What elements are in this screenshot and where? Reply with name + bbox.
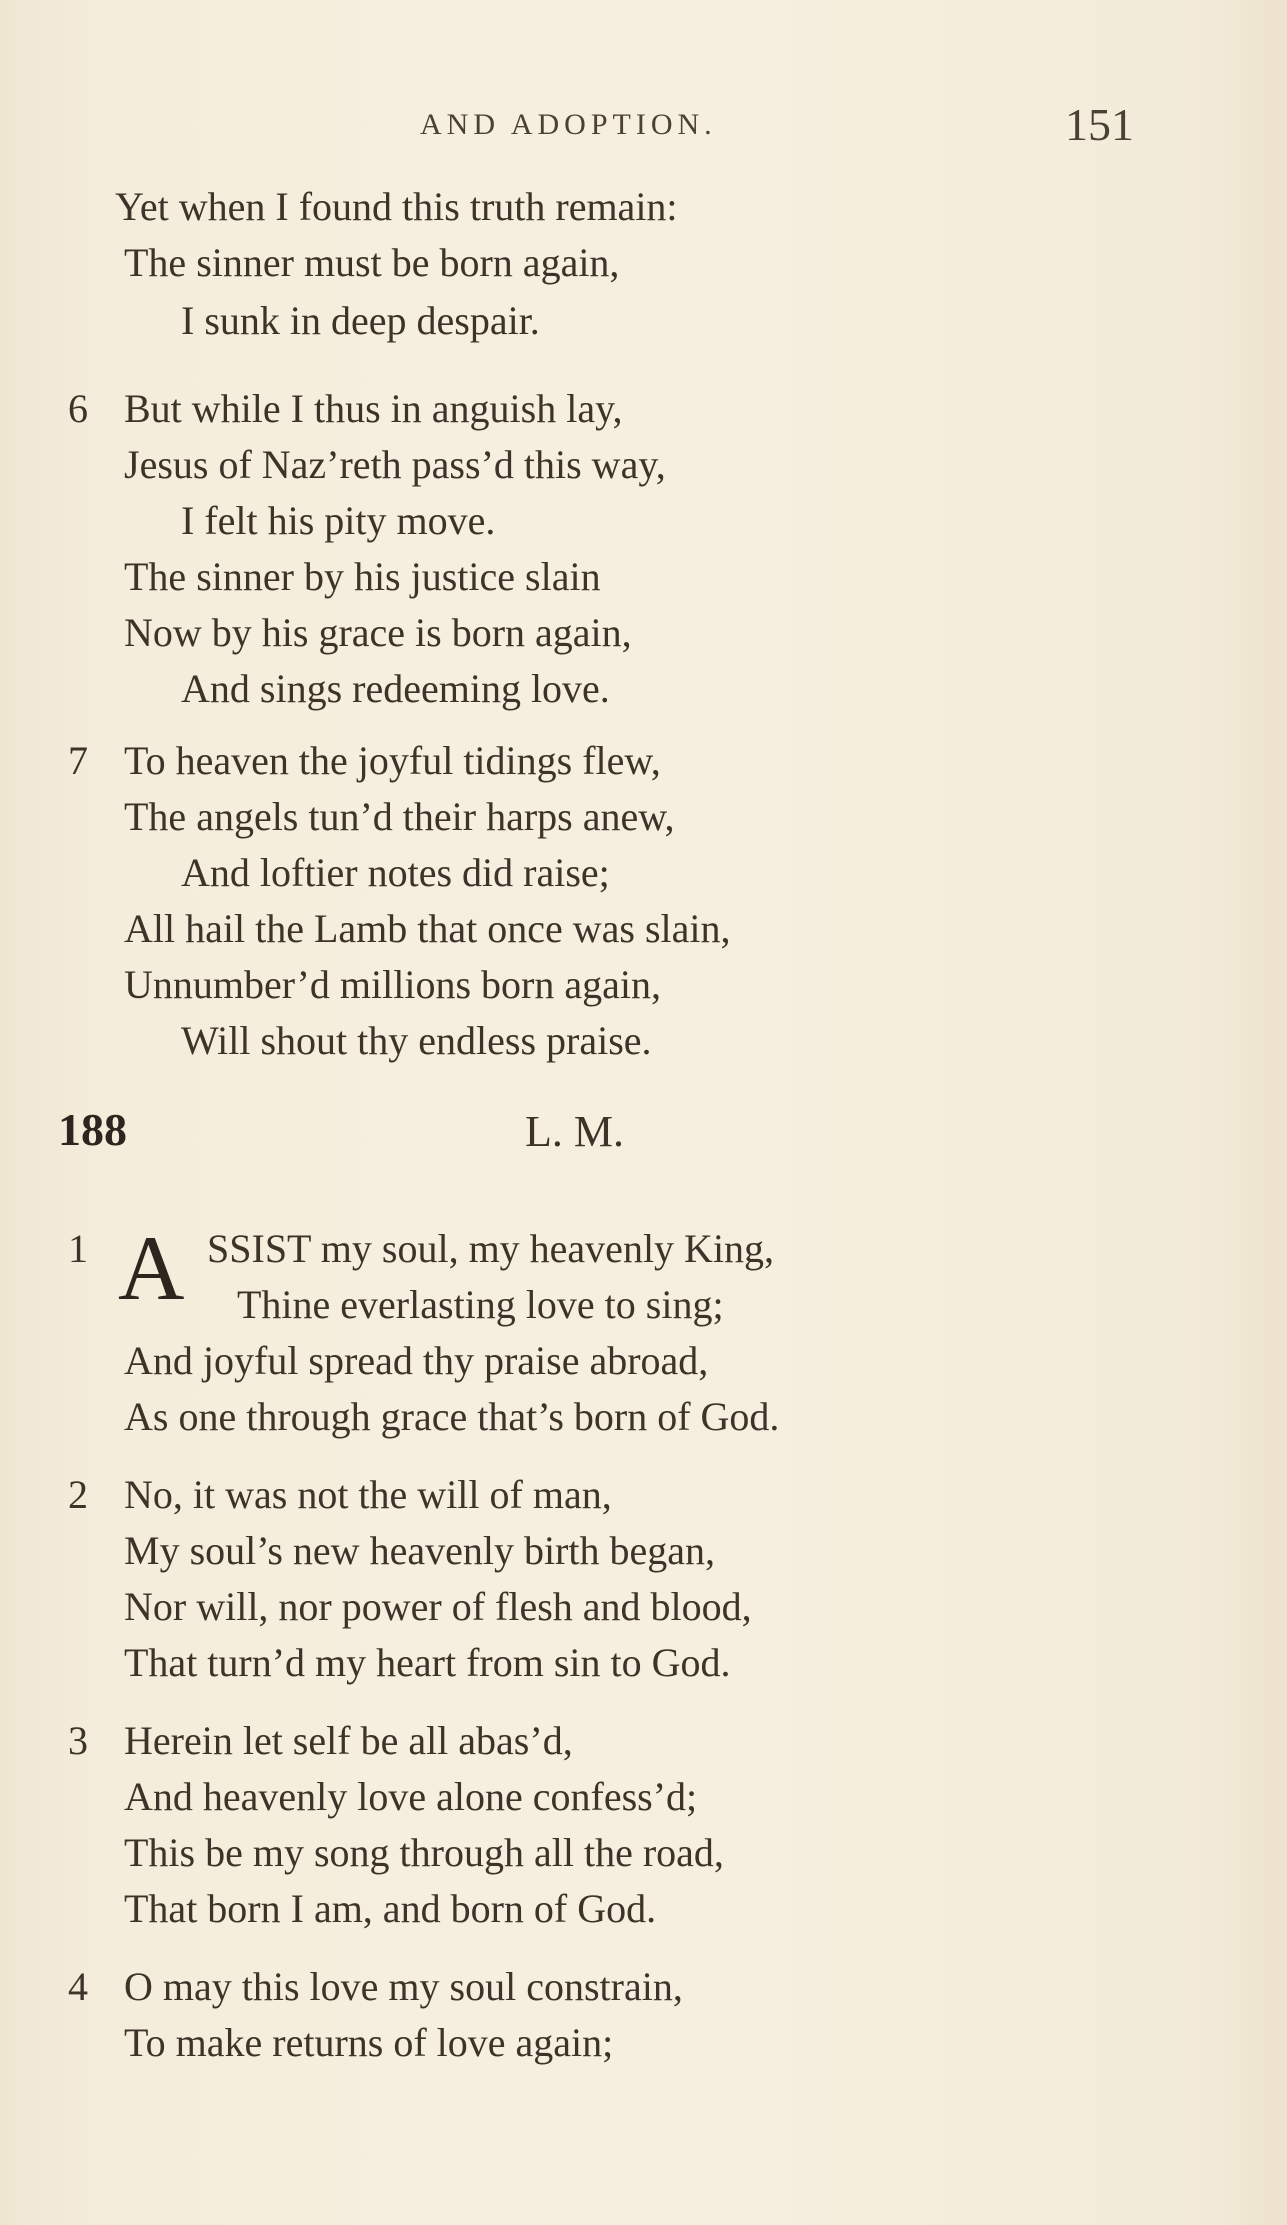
text-line: The angels tun’d their harps anew, (124, 794, 675, 839)
text-line: And sings redeeming love. (181, 666, 610, 711)
text-line: As one through grace that’s born of God. (124, 1394, 780, 1439)
text-line: To make returns of love again; (124, 2020, 614, 2065)
text-line: That born I am, and born of God. (124, 1886, 657, 1931)
text-line: Now by his grace is born again, (124, 610, 632, 655)
text-line: Unnumber’d millions born again, (124, 962, 661, 1007)
verse-number: 2 (68, 1472, 88, 1517)
hymn-meter: L. M. (525, 1107, 624, 1156)
text-line: That turn’d my heart from sin to God. (124, 1640, 731, 1685)
text-line: The sinner must be born again, (124, 240, 620, 285)
text-line: I sunk in deep despair. (181, 298, 540, 343)
text-line: Will shout thy endless praise. (181, 1018, 652, 1063)
verse-number: 7 (68, 738, 88, 783)
verse-number: 1 (68, 1226, 88, 1271)
hymn-number: 188 (58, 1104, 127, 1155)
text-line: Yet when I found this truth remain: (115, 184, 678, 229)
text-line: Thine everlasting love to sing; (237, 1282, 724, 1327)
text-line: I felt his pity move. (181, 498, 496, 543)
text-line: O may this love my soul constrain, (124, 1964, 683, 2009)
running-title: AND ADOPTION. (420, 108, 717, 141)
text-line: No, it was not the will of man, (124, 1472, 612, 1517)
text-line: This be my song through all the road, (124, 1830, 724, 1875)
text-line: But while I thus in anguish lay, (124, 386, 623, 431)
text-line: SSIST my soul, my heavenly King, (207, 1226, 775, 1271)
verse-number: 6 (68, 386, 88, 431)
text-line: And joyful spread thy praise abroad, (124, 1338, 709, 1383)
verse-number: 4 (68, 1964, 88, 2009)
text-line: To heaven the joyful tidings flew, (124, 738, 661, 783)
text-line: And heavenly love alone confess’d; (124, 1774, 698, 1819)
text-line: Jesus of Naz’reth pass’d this way, (124, 442, 666, 487)
text-line: And loftier notes did raise; (181, 850, 610, 895)
text-line: Herein let self be all abas’d, (124, 1718, 573, 1763)
text-line: Nor will, nor power of flesh and blood, (124, 1584, 752, 1629)
text-line: All hail the Lamb that once was slain, (124, 906, 731, 951)
drop-cap: A (118, 1217, 185, 1319)
text-line: My soul’s new heavenly birth began, (124, 1528, 715, 1573)
page-number: 151 (1065, 99, 1134, 150)
text-line: The sinner by his justice slain (124, 554, 601, 599)
verse-number: 3 (68, 1718, 88, 1763)
